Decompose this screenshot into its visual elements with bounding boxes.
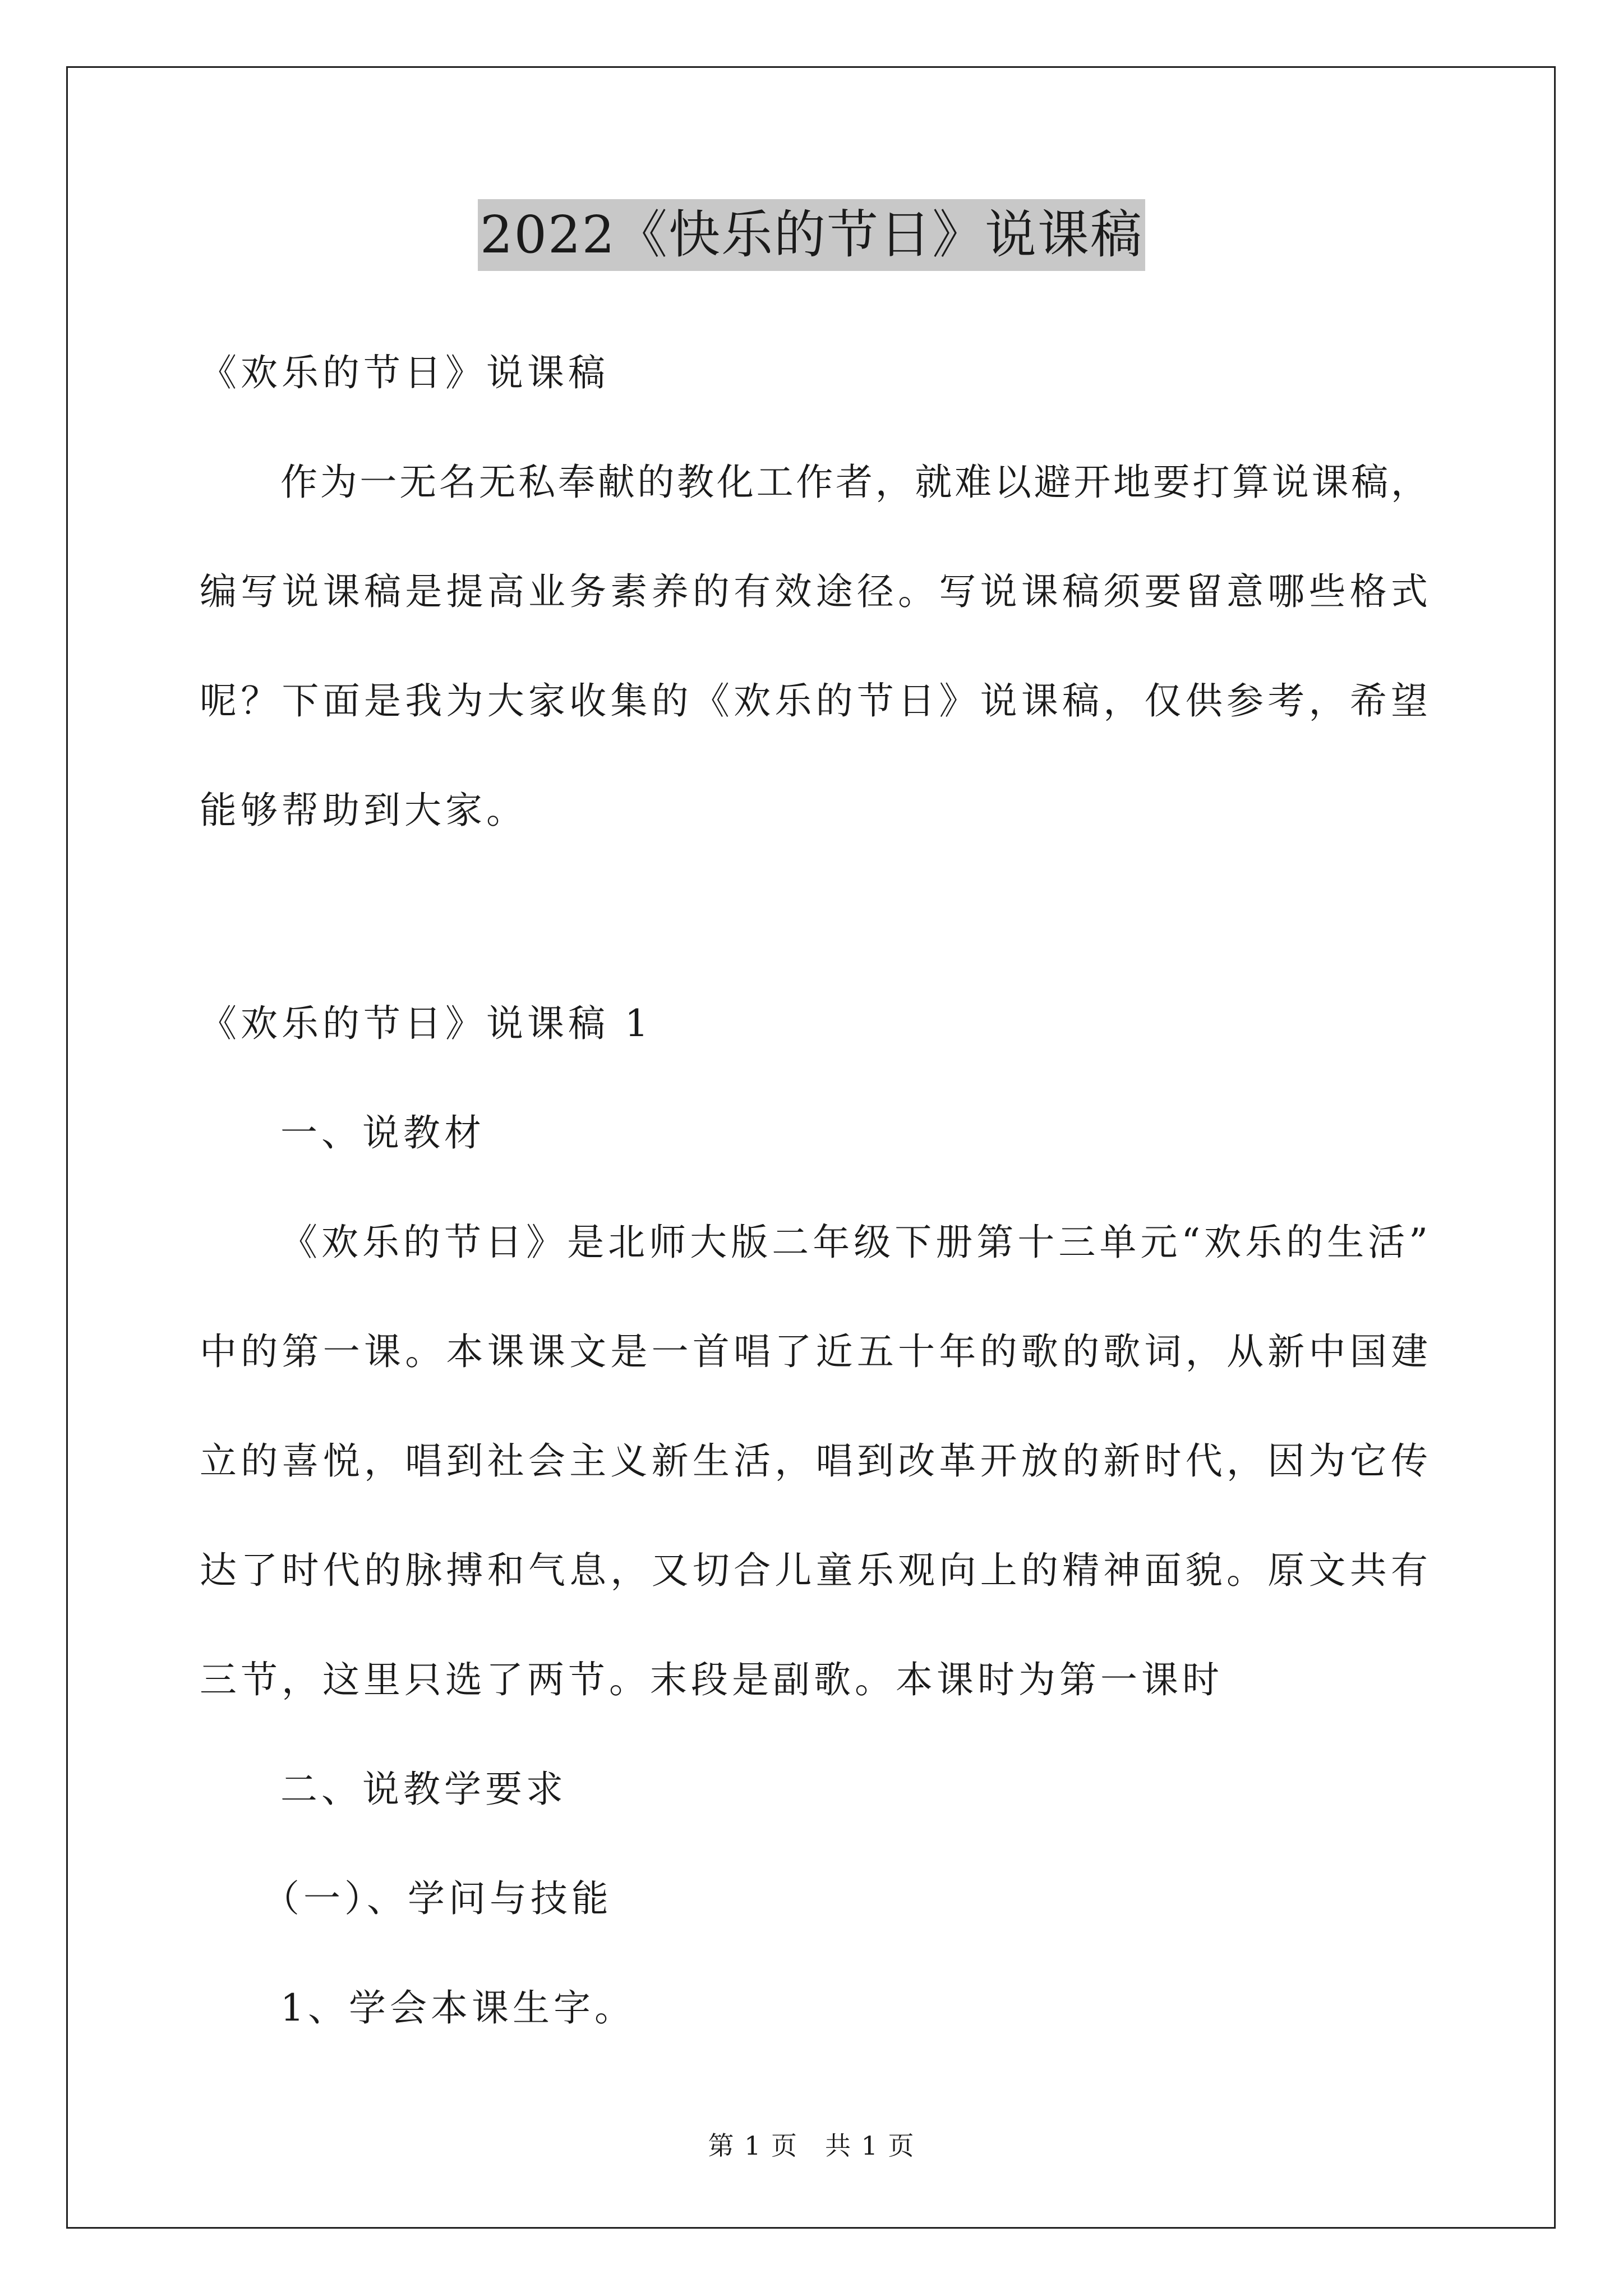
list-item: 1、学会本课生字。 [280, 1986, 635, 2030]
section-heading: 二、说教学要求 [280, 1768, 567, 1811]
paragraph-line: 作为一无名无私奉献的教化工作者，就难以避开地要打算说课稿， [280, 461, 1428, 504]
paragraph-line: 《欢乐的节日》是北师大版二年级下册第十三单元“欢乐的生活” [280, 1221, 1428, 1264]
title-block [0, 199, 1623, 271]
paragraph-line: 呢？下面是我为大家收集的《欢乐的节日》说课稿，仅供参考，希望 [200, 679, 1428, 723]
paragraph-line: 编写说课稿是提高业务素养的有效途径。写说课稿须要留意哪些格式 [200, 570, 1428, 613]
subsection-heading: （一）、学问与技能 [262, 1877, 612, 1920]
paragraph-line: 三节，这里只选了两节。末段是副歌。本课时为第一课时 [200, 1658, 1223, 1701]
paragraph-line: 能够帮助到大家。 [200, 789, 527, 832]
page-title: 2022《快乐的节日》说课稿 [478, 199, 1145, 271]
paragraph-line: 达了时代的脉搏和气息，又切合儿童乐观向上的精神面貌。原文共有 [200, 1549, 1428, 1592]
subtitle-line: 《欢乐的节日》说课稿 [200, 351, 609, 394]
section-heading: 《欢乐的节日》说课稿 1 [200, 1002, 652, 1045]
page-footer: 第 1 页 共 1 页 [708, 2131, 915, 2161]
paragraph-line: 中的第一课。本课课文是一首唱了近五十年的歌的歌词，从新中国建 [200, 1330, 1428, 1373]
paragraph-line: 立的喜悦，唱到社会主义新生活，唱到改革开放的新时代，因为它传 [200, 1439, 1428, 1483]
section-heading: 一、说教材 [280, 1111, 485, 1154]
